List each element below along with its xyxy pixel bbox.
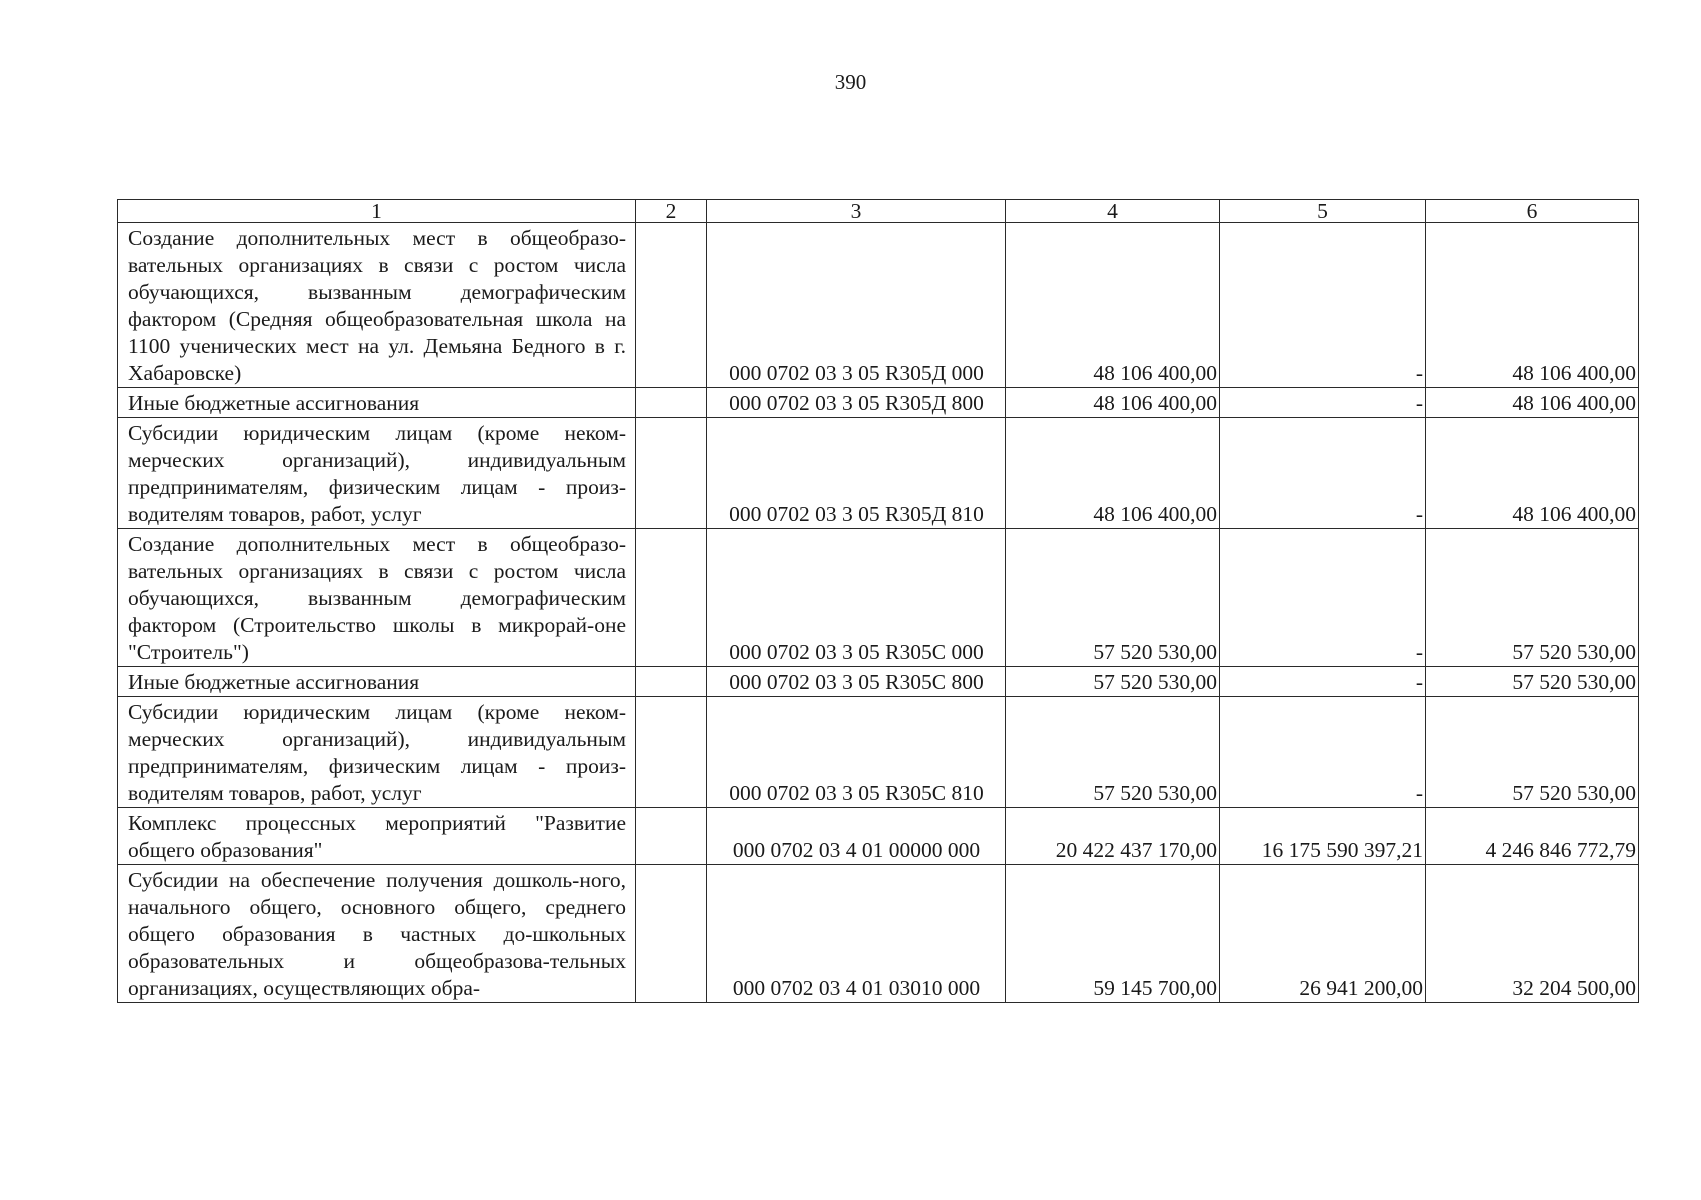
table-row: [118, 223, 1639, 388]
table-row: [118, 808, 1639, 865]
row-code-cell: 000 0702 03 3 05 R305С 810: [707, 697, 1006, 808]
table-row: [118, 865, 1639, 1003]
row-col2-cell: [636, 697, 707, 808]
row-col6-cell: 48 106 400,00: [1426, 388, 1639, 418]
row-name-cell: Создание дополнительных мест в общеобразо-вательных организациях в связи с ростом числа обучающихся, вызванным демографическим фактором (Средняя общеобразовательная школа на 1100 ученических мест на ул. Демьяна Бедного в г. Хабаровске): [118, 223, 636, 388]
row-name-cell: Иные бюджетные ассигнования: [118, 667, 636, 697]
row-code-cell: 000 0702 03 3 05 R305Д 800: [707, 388, 1006, 418]
page-number: 390: [834, 70, 867, 94]
row-col2-cell: [636, 223, 707, 388]
column-header: 4: [1006, 200, 1220, 223]
row-code-cell: 000 0702 03 3 05 R305Д 810: [707, 418, 1006, 529]
table-row: [118, 529, 1639, 667]
row-total-cell: 48 106 400,00: [1006, 418, 1220, 529]
row-col6-cell: 4 246 846 772,79: [1426, 808, 1639, 865]
row-col2-cell: [636, 418, 707, 529]
row-total-cell: 59 145 700,00: [1006, 865, 1220, 1003]
row-name-cell: Комплекс процессных мероприятий "Развитие общего образования": [118, 808, 636, 865]
row-col2-cell: [636, 865, 707, 1003]
row-name-cell: Иные бюджетные ассигнования: [118, 388, 636, 418]
column-header: 2: [636, 200, 707, 223]
column-header: 3: [707, 200, 1006, 223]
row-col6-cell: 57 520 530,00: [1426, 667, 1639, 697]
table-row: [118, 697, 1639, 808]
row-col6-cell: 48 106 400,00: [1426, 418, 1639, 529]
column-header: 6: [1426, 200, 1639, 223]
row-col5-cell: -: [1220, 667, 1426, 697]
row-total-cell: 57 520 530,00: [1006, 697, 1220, 808]
row-total-cell: 57 520 530,00: [1006, 667, 1220, 697]
row-name-cell: Создание дополнительных мест в общеобразо-вательных организациях в связи с ростом числа обучающихся, вызванным демографическим фактором (Строительство школы в микрорай-оне "Строитель"): [118, 529, 636, 667]
row-col5-cell: -: [1220, 223, 1426, 388]
column-header: 1: [118, 200, 636, 223]
row-code-cell: 000 0702 03 3 05 R305С 800: [707, 667, 1006, 697]
row-code-cell: 000 0702 03 3 05 R305С 000: [707, 529, 1006, 667]
row-code-cell: 000 0702 03 4 01 00000 000: [707, 808, 1006, 865]
row-col5-cell: -: [1220, 697, 1426, 808]
row-col6-cell: 57 520 530,00: [1426, 697, 1639, 808]
row-name-cell: Субсидии юридическим лицам (кроме неком-мерческих организаций), индивидуальным предпринимателям, физическим лицам - произ-водителям товаров, работ, услуг: [118, 418, 636, 529]
row-col5-cell: 26 941 200,00: [1220, 865, 1426, 1003]
row-col5-cell: -: [1220, 388, 1426, 418]
budget-table: [117, 199, 1639, 1003]
row-col6-cell: 57 520 530,00: [1426, 529, 1639, 667]
row-code-cell: 000 0702 03 4 01 03010 000: [707, 865, 1006, 1003]
row-col6-cell: 48 106 400,00: [1426, 223, 1639, 388]
row-total-cell: 48 106 400,00: [1006, 223, 1220, 388]
row-total-cell: 20 422 437 170,00: [1006, 808, 1220, 865]
row-total-cell: 48 106 400,00: [1006, 388, 1220, 418]
row-code-cell: 000 0702 03 3 05 R305Д 000: [707, 223, 1006, 388]
row-name-cell: Субсидии на обеспечение получения дошколь-ного, начального общего, основного общего, среднего общего образования в частных до-школьных образовательных и общеобразова-тельных организациях, осуществляющих обра-: [118, 865, 636, 1003]
row-total-cell: 57 520 530,00: [1006, 529, 1220, 667]
row-col2-cell: [636, 808, 707, 865]
row-col2-cell: [636, 667, 707, 697]
row-col5-cell: -: [1220, 529, 1426, 667]
table-row: [118, 667, 1639, 697]
table-row: [118, 418, 1639, 529]
table-header-row: [118, 200, 1639, 223]
row-col6-cell: 32 204 500,00: [1426, 865, 1639, 1003]
row-name-cell: Субсидии юридическим лицам (кроме неком-мерческих организаций), индивидуальным предпринимателям, физическим лицам - произ-водителям товаров, работ, услуг: [118, 697, 636, 808]
row-col5-cell: 16 175 590 397,21: [1220, 808, 1426, 865]
column-header: 5: [1220, 200, 1426, 223]
table-row: [118, 388, 1639, 418]
row-col2-cell: [636, 388, 707, 418]
row-col5-cell: -: [1220, 418, 1426, 529]
row-col2-cell: [636, 529, 707, 667]
